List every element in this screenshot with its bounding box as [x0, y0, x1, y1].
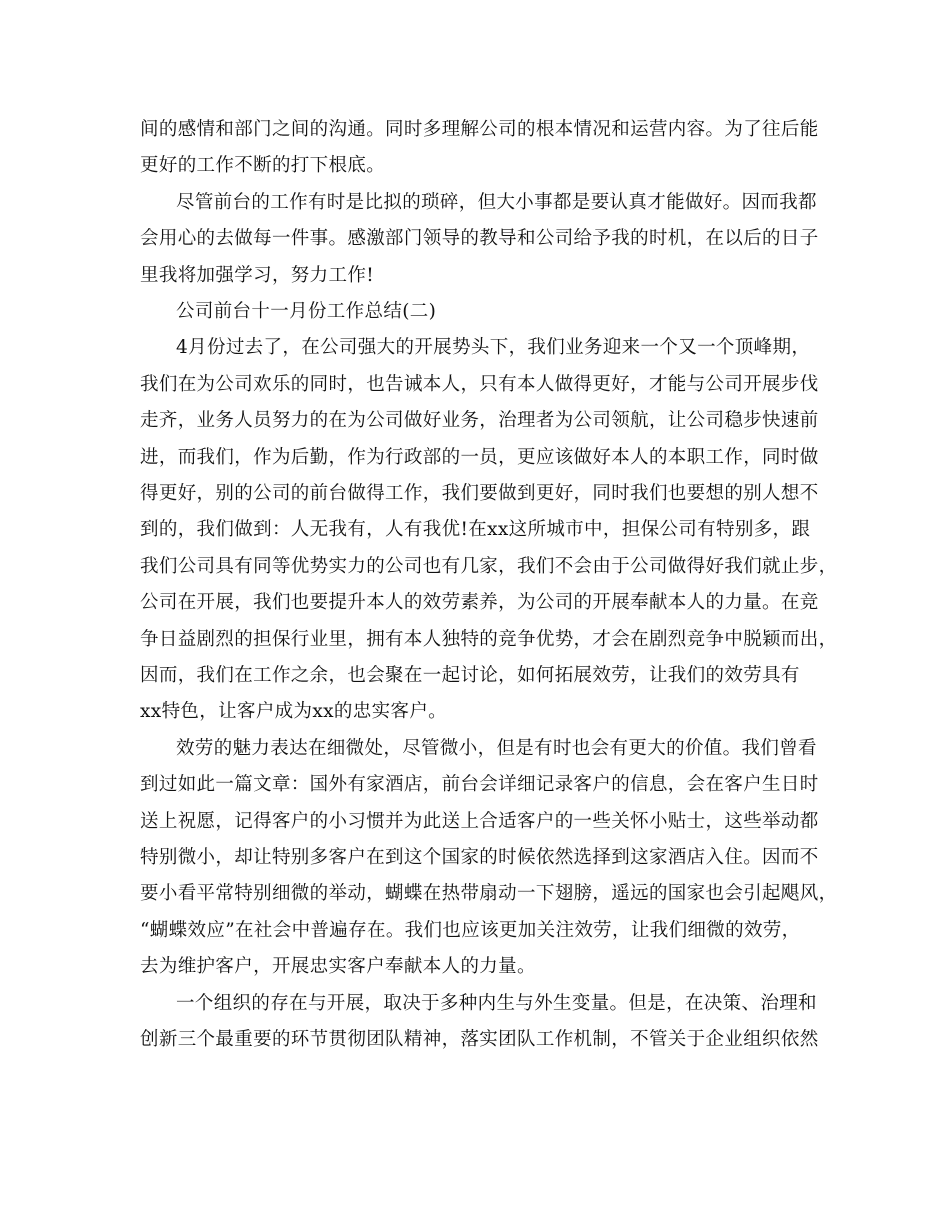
text-line: 我们在为公司欢乐的同时，也告诫本人，只有本人做得更好，才能与公司开展步伐: [140, 374, 819, 395]
text-line: 间的感情和部门之间的沟通。同时多理解公司的根本情况和运营内容。为了往后能: [140, 119, 819, 140]
text-line: 争日益剧烈的担保行业里，拥有本人独特的竞争优势，才会在剧烈竞争中脱颖而出，: [140, 629, 838, 650]
text-line: 进，而我们，作为后勤，作为行政部的一员，更应该做好本人的本职工作，同时做: [140, 447, 819, 468]
section-heading: 公司前台十一月份工作总结(二): [176, 301, 437, 322]
text-line: 更好的工作不断的打下根底。: [140, 155, 386, 176]
text-line: 会用心的去做每一件事。感激部门领导的教导和公司给予我的时机，在以后的日子: [140, 228, 819, 249]
text-line: xx特色，让客户成为xx的忠实客户。: [140, 701, 448, 722]
paragraph-start: 效劳的魅力表达在细微处，尽管微小，但是有时也会有更大的价值。我们曾看: [176, 738, 817, 759]
text-line: 到的，我们做到：人无我有，人有我优!在xx这所城市中，担保公司有特别多，跟: [140, 519, 811, 540]
text-line: 公司在开展，我们也要提升本人的效劳素养，为公司的开展奉献本人的力量。在竞: [140, 592, 819, 613]
text-line: 要小看平常特别细微的举动，蝴蝶在热带扇动一下翅膀，遥远的国家也会引起飓风，: [140, 883, 838, 904]
text-line: 去为维护客户，开展忠实客户奉献本人的力量。: [140, 956, 536, 977]
text-line: 里我将加强学习，努力工作!: [140, 265, 374, 286]
text-line: 送上祝愿，记得客户的小习惯并为此送上合适客户的一些关怀小贴士，这些举动都: [140, 811, 819, 832]
text-line: 特别微小，却让特别多客户在到这个国家的时候依然选择到这家酒店入住。因而不: [140, 847, 819, 868]
text-line: 得更好，别的公司的前台做得工作，我们要做到更好，同时我们也要想的别人想不: [140, 483, 819, 504]
paragraph-start: 4月份过去了，在公司强大的开展势头下，我们业务迎来一个又一个顶峰期，: [176, 337, 811, 358]
text-line: 到过如此一篇文章：国外有家酒店，前台会详细记录客户的信息，会在客户生日时: [140, 774, 819, 795]
paragraph-start: 一个组织的存在与开展，取决于多种内生与外生变量。但是，在决策、治理和: [176, 993, 817, 1014]
text-line: 我们公司具有同等优势实力的公司也有几家，我们不会由于公司做得好我们就止步，: [140, 556, 838, 577]
text-line: “蝴蝶效应”在社会中普遍存在。我们也应该更加关注效劳，让我们细微的效劳，: [140, 920, 801, 941]
paragraph-start: 尽管前台的工作有时是比拟的琐碎，但大小事都是要认真才能做好。因而我都: [176, 192, 817, 213]
text-line: 创新三个最重要的环节贯彻团队精神，落实团队工作机制，不管关于企业组织依然: [140, 1029, 819, 1050]
text-line: 因而，我们在工作之余，也会聚在一起讨论，如何拓展效劳，让我们的效劳具有: [140, 665, 800, 686]
text-line: 走齐，业务人员努力的在为公司做好业务，治理者为公司领航，让公司稳步快速前: [140, 410, 819, 431]
